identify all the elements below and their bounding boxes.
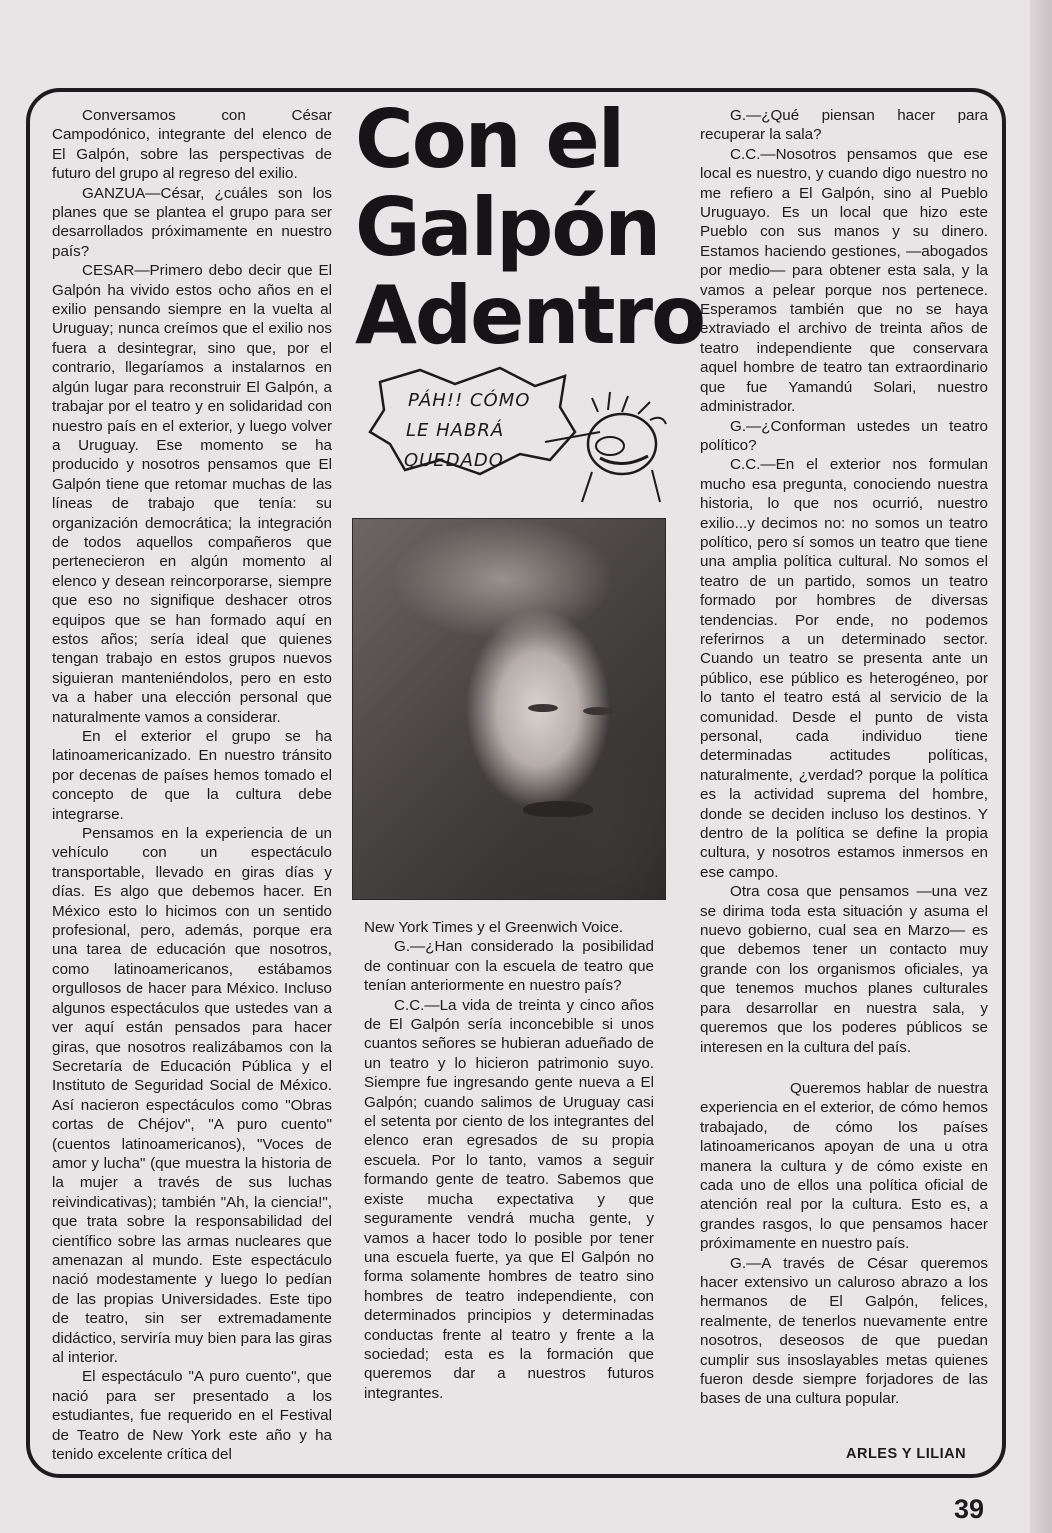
title-line: Adentro bbox=[355, 269, 705, 362]
closing-paragraph: G.—A través de César queremos hacer extensivo un caluroso abrazo a los hermanos de El Galpón, felices, realmente, de tenerlos nuevamente entre nosotros, deseosos de que puedan cumplir sus insoslayables metas quienes fueron desde siempre forjadores de las bases de una cultura popular. bbox=[700, 1254, 988, 1408]
question-paragraph: G.—¿Han considerado la posibilidad de continuar con la escuela de teatro que tenían anteriormente en nuestro país? bbox=[364, 938, 654, 995]
photo-eye-shadow bbox=[528, 704, 558, 712]
page-number: 39 bbox=[954, 1494, 985, 1524]
middle-column bbox=[364, 918, 654, 1403]
photo-eye-shadow bbox=[583, 707, 613, 715]
photo-mustache-shadow bbox=[523, 801, 593, 817]
intro-paragraph: Conversamos con César Campodónico, integrante del elenco de El Galpón, sobre las perspectivas de futuro del grupo al regreso del exilio. bbox=[52, 107, 332, 183]
answer-paragraph: CESAR—Primero debo decir que El Galpón ha vivido estos ocho años en el exilio pensando siempre en la vuelta al Uruguay; nunca creímos que el exilio nos fuera a desintegrar, sino que, por el contrario, llegaríamos a instalarnos en algún lugar para reconstruir El Galpón, a trabajar por el teatro y en solidaridad con nuestro país en el exterior, y luego volver a Uruguay. Ese momento se ha producido y nosotros pensamos que El Galpón tiene que retomar muchas de las líneas de trabajo que tenía: su organización democrática; la integración de todos aquellos compañeros que pertenecieron en algún momento al elenco y desean reincorporarse, siempre que eso no signifique deshacer otros equipos que se han formado aquí en estos años; sería ideal que quienes tengan trabajo en estos grupos nuevos siguieran manteniéndolos, pero en esto va a haber una elección personal que naturalmente vamos a considerar. bbox=[52, 262, 332, 726]
question-paragraph: G.—¿Qué piensan hacer para recuperar la sala? bbox=[700, 107, 988, 144]
cartoon-caption-line: QUEDADO bbox=[404, 450, 504, 471]
author-credit: ARLES Y LILIAN bbox=[846, 1446, 967, 1462]
portrait-photo bbox=[352, 518, 666, 900]
body-paragraph: Otra cosa que pensamos —una vez se dirima toda esta situación y asuma el nuevo gobierno, cual sea en Marzo— es que debemos tener un contacto muy grande con los organismos oficiales, ya que tenemos muchos planes culturales para desarrollar en nuestra sala, y queremos que los poderes públicos se interesen en la cultura del país. bbox=[700, 883, 988, 1056]
title-line: Galpón bbox=[355, 181, 660, 274]
answer-paragraph: C.C.—En el exterior nos formulan mucho esa pregunta, conociendo nuestra historia, lo que nos ocurrió, nuestro exilio...y decimos no: no somos un teatro político, pero sí somos un teatro que tiene una amplia política cultural. No somos el teatro de un partido, somos un teatro formado por hombres de diversas tendencias. Por ende, no podemos referirnos a un determinado sector. Cuando un teatro se presenta ante un público, ese público es heterogéneo, por lo tanto el teatro está al servicio de la comunidad. Desde el punto de vista personal, cada individuo tiene determinadas actitudes políticas, naturalmente, ¿verdad? porque la política es la actividad suprema del hombre, donde se deciden incluso los destinos. Y dentro de la política se define la propia cultura, y nosotros estamos inmersos en ese campo. bbox=[700, 456, 988, 881]
cartoon-caption-line: PÁH!! CÓMO bbox=[408, 390, 531, 411]
body-paragraph: Queremos hablar de nuestra experiencia en el exterior, de cómo hemos trabajado, de cómo los países latinoamericanos apoyan de una u otra manera la cultura y de cómo existe en cada uno de ellos una política oficial de atención real por la cultura. Esto es, a grandes rasgos, lo que pensamos hacer próximamente en nuestro país. bbox=[700, 1079, 988, 1253]
question-paragraph: G.—¿Conforman ustedes un teatro político? bbox=[700, 417, 988, 454]
body-paragraph: En el exterior el grupo se ha latinoamericanizado. En nuestro tránsito por decenas de países hemos tomado el concepto de que la cultura debe integrarse. bbox=[52, 728, 332, 823]
right-column bbox=[700, 106, 988, 1409]
question-paragraph: GANZUA—César, ¿cuáles son los planes que se plantea el grupo para ser desarrollados próximamente en nuestro país? bbox=[52, 184, 332, 260]
page-edge-shadow bbox=[1030, 0, 1052, 1533]
cartoon-illustration bbox=[360, 362, 680, 507]
left-column bbox=[52, 106, 332, 1464]
cartoon-caption-line: LE HABRÁ bbox=[406, 420, 505, 441]
body-paragraph: New York Times y el Greenwich Voice. bbox=[364, 919, 624, 936]
article-title bbox=[355, 93, 705, 362]
title-line: Con el bbox=[355, 93, 624, 186]
answer-paragraph: C.C.—La vida de treinta y cinco años de El Galpón sería inconcebible si unos cuantos señores se hubieran adueñado de un teatro y lo hicieron patrimonio suyo. Siempre fue ingresando gente nueva a El Galpón; cuando salimos de Uruguay casi el setenta por ciento de los integrantes del elenco eran egresados de su propia escuela. Por lo tanto, vamos a seguir formando gente de teatro. Sabemos que existe mucha expectativa y que seguramente vendrá mucha gente, y vamos a hacer todo lo posible por tener una escuela fuerte, ya que El Galpón no forma solamente hombres de teatro sino hombres de teatro independiente, con determinados principios y determinadas conductas frente al teatro y frente a la sociedad; esta es la formación que queremos dar a nuestros futuros integrantes. bbox=[364, 996, 654, 1402]
answer-paragraph: C.C.—Nosotros pensamos que ese local es nuestro, y cuando digo nuestro no me refiero a El Galpón, sino al Pueblo Uruguayo. Es un local que hizo este Pueblo con sus manos y su dinero. Estamos haciendo gestiones, —abogados por medio— para obtener esta sala, y la vamos a pelear porque nos pertenece. Esperamos también que no se haya extraviado el archivo de treinta años de teatro independiente que conservara aquel hombre de teatro tan extraordinario que fue Yamandú Solari, nuestro administrador. bbox=[700, 145, 988, 416]
body-paragraph: Pensamos en la experiencia de un vehículo con un espectáculo transportable, llevado en giras días y días. Es algo que debemos hacer. En México esto lo hicimos con un sentido profesional, pero, además, porque era una tarea de educación que nosotros, como latinoamericanos, estábamos orgullosos de hacer para México. Incluso algunos espectáculos que ustedes van a ver aquí están pensados para hacer giras, que nosotros realizábamos con la Secretaría de Educación Pública y el Instituto de Seguridad Social de México. Así nacieron espectáculos como "Obras cortas de Chéjov", "A puro cuento" (cuentos latinoamericanos), "Voces de amor y lucha" (que muestra la historia de la mujer a través de sus luchas reivindicativas); también "Ah, la ciencia!", que trata sobre la responsabilidad del científico sobre las armas nucleares que amenazan al mundo. Este espectáculo nació modestamente y luego lo pedían de las propias Universidades. Este tipo de teatro, sin ser extremadamente didáctico, serviría muy bien para las giras al interior. bbox=[52, 825, 332, 1366]
body-paragraph: El espectáculo "A puro cuento", que nació para ser presentado a los estudiantes, fue requerido en el Festival de Teatro de New York este año y ha tenido excelente crítica del bbox=[52, 1368, 332, 1464]
